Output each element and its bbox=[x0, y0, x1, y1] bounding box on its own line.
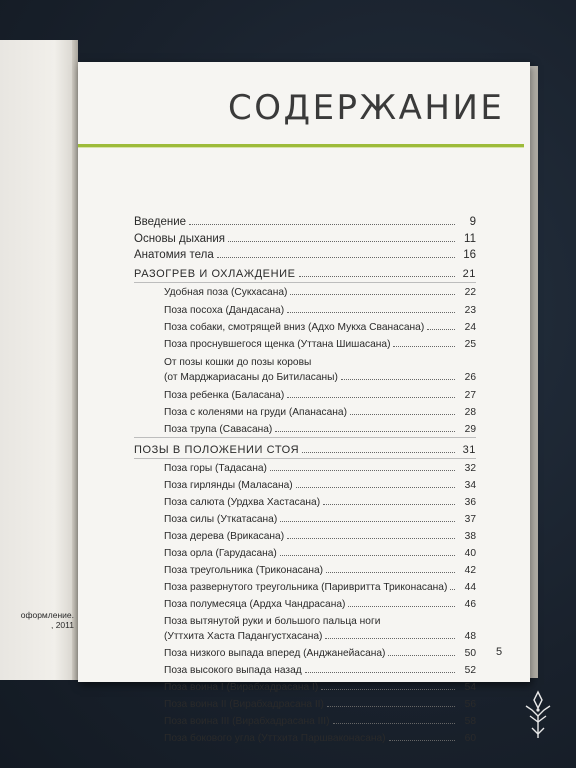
toc-entry[interactable] bbox=[164, 407, 476, 418]
page-title: СОДЕРЖАНИЕ bbox=[228, 88, 505, 128]
leader-dots bbox=[217, 256, 455, 258]
leader-dots bbox=[287, 396, 455, 398]
toc-entry-title: Поза высокого выпада назад bbox=[164, 665, 302, 676]
toc-entry-page: 24 bbox=[464, 322, 476, 333]
toc-entry-title: Поза силы (Уткатасана) bbox=[164, 514, 278, 525]
toc-entry-title-cont: (Уттхита Хаста Падангустхасана) bbox=[164, 631, 323, 642]
contents-page bbox=[78, 62, 530, 744]
toc-entry-line-1[interactable] bbox=[164, 616, 476, 627]
toc-entry-page: 9 bbox=[469, 216, 476, 228]
toc-entry[interactable] bbox=[164, 424, 476, 435]
toc-entry-page: 34 bbox=[464, 480, 476, 491]
page-edge bbox=[530, 66, 538, 678]
toc-entry-page: 52 bbox=[464, 665, 476, 676]
leader-dots bbox=[321, 688, 455, 690]
toc-entry-title: Основы дыхания bbox=[134, 233, 226, 245]
toc-entry[interactable] bbox=[164, 716, 476, 727]
toc-entry-title: Анатомия тела bbox=[134, 249, 214, 261]
toc-entry-page: 37 bbox=[464, 514, 476, 525]
toc-entry-title: Поза с коленями на груди (Апанасана) bbox=[164, 407, 347, 418]
leader-dots bbox=[323, 503, 455, 505]
toc-entry-page: 44 bbox=[464, 582, 476, 593]
toc-entry-page: 58 bbox=[464, 716, 476, 727]
toc-entry-title: Поза орла (Гарудасана) bbox=[164, 548, 277, 559]
toc-entry-page: 48 bbox=[464, 631, 476, 642]
toc-entry-page: 36 bbox=[464, 497, 476, 508]
toc-entry-title: Поза посоха (Дандасана) bbox=[164, 305, 285, 316]
leader-dots bbox=[450, 588, 455, 590]
toc-entry-title: Поза собаки, смотрящей вниз (Адхо Мукха Сванасана) bbox=[164, 322, 425, 333]
leader-dots bbox=[348, 605, 455, 607]
toc-entry-page: 28 bbox=[464, 407, 476, 418]
toc-entry-title: Поза низкого выпада вперед (Анджанейасана) bbox=[164, 648, 386, 659]
leader-dots bbox=[280, 554, 455, 556]
leader-dots bbox=[302, 451, 455, 453]
toc-entry-page: 27 bbox=[464, 390, 476, 401]
leader-dots bbox=[275, 430, 455, 432]
toc-entry[interactable] bbox=[164, 665, 476, 676]
toc-entry-title: Поза горы (Тадасана) bbox=[164, 463, 267, 474]
leader-dots bbox=[393, 345, 455, 347]
toc-entry[interactable] bbox=[164, 497, 476, 508]
leader-dots bbox=[287, 311, 455, 313]
toc-entry[interactable] bbox=[134, 249, 476, 261]
left-page bbox=[0, 40, 78, 680]
section-divider bbox=[134, 282, 476, 283]
leader-dots bbox=[388, 654, 455, 656]
toc-entry[interactable] bbox=[134, 216, 476, 228]
leader-dots bbox=[427, 328, 455, 330]
leader-dots bbox=[290, 293, 455, 295]
section-divider bbox=[134, 437, 476, 438]
toc-entry[interactable] bbox=[164, 305, 476, 316]
leader-dots bbox=[270, 469, 455, 471]
toc-section-page: 31 bbox=[462, 444, 476, 456]
toc-entry[interactable] bbox=[164, 631, 476, 642]
leader-dots bbox=[327, 705, 455, 707]
toc-entry[interactable] bbox=[164, 548, 476, 559]
toc-entry-page: 23 bbox=[464, 305, 476, 316]
toc-entry[interactable] bbox=[164, 514, 476, 525]
toc-entry-title: Поза трупа (Савасана) bbox=[164, 424, 273, 435]
toc-entry-title: Поза проснувшегося щенка (Уттана Шишасана) bbox=[164, 339, 391, 350]
toc-entry-page: 42 bbox=[464, 565, 476, 576]
left-page-line-2: , 2011 bbox=[50, 620, 74, 630]
toc-entry[interactable] bbox=[164, 480, 476, 491]
toc-entry[interactable] bbox=[164, 322, 476, 333]
toc-entry-title: Поза вытянутой руки и большого пальца ноги bbox=[164, 616, 381, 627]
toc-section-heading[interactable] bbox=[134, 268, 476, 280]
leader-dots bbox=[389, 739, 455, 741]
toc-entry-page: 11 bbox=[464, 233, 476, 245]
toc-entry-page: 54 bbox=[464, 682, 476, 693]
toc-entry[interactable] bbox=[164, 390, 476, 401]
lotus-emblem-icon bbox=[520, 690, 556, 742]
toc-entry-title: Поза треугольника (Триконасана) bbox=[164, 565, 324, 576]
leader-dots bbox=[325, 637, 455, 639]
toc-entry[interactable] bbox=[164, 733, 476, 744]
leader-dots bbox=[189, 223, 455, 225]
page-number: 5 bbox=[496, 646, 503, 658]
toc-entry-title: Поза полумесяца (Ардха Чандрасана) bbox=[164, 599, 346, 610]
toc-section-title: ПОЗЫ В ПОЛОЖЕНИИ СТОЯ bbox=[134, 444, 300, 456]
toc-section-heading[interactable] bbox=[134, 444, 476, 456]
toc-entry-title: Поза развернутого треугольника (Паривритта Триконасана) bbox=[164, 582, 448, 593]
leader-dots bbox=[228, 240, 455, 242]
toc-entry-title: Поза воина I (Вирабхадрасана I) bbox=[164, 682, 319, 693]
leader-dots bbox=[280, 520, 455, 522]
toc-entry[interactable] bbox=[164, 648, 476, 659]
section-divider bbox=[134, 458, 476, 459]
toc-entry[interactable] bbox=[164, 339, 476, 350]
toc-entry[interactable] bbox=[164, 565, 476, 576]
toc-entry[interactable] bbox=[164, 599, 476, 610]
toc-entry-page: 26 bbox=[464, 372, 476, 383]
toc-entry-title: Поза салюта (Урдхва Хастасана) bbox=[164, 497, 321, 508]
toc-entry-title: Поза бокового угла (Уттхита Паршваконасана) bbox=[164, 733, 386, 744]
toc-entry-page: 32 bbox=[464, 463, 476, 474]
leader-dots bbox=[299, 275, 455, 277]
toc-entry-title-cont: (от Марджариасаны до Битиласаны) bbox=[164, 372, 338, 383]
left-page-text bbox=[0, 610, 74, 630]
left-page-line-1: оформление. bbox=[20, 610, 74, 620]
leader-dots bbox=[333, 722, 455, 724]
toc-entry-page: 50 bbox=[464, 648, 476, 659]
toc-entry-page: 46 bbox=[464, 599, 476, 610]
toc-entry[interactable] bbox=[164, 699, 476, 710]
toc-entry[interactable] bbox=[164, 287, 476, 298]
toc-entry-title: Поза дерева (Врикасана) bbox=[164, 531, 285, 542]
toc-entry[interactable] bbox=[134, 233, 476, 245]
leader-dots bbox=[305, 671, 455, 673]
toc-entry[interactable] bbox=[164, 531, 476, 542]
toc-entry-title: Поза воина II (Вирабхадрасана II) bbox=[164, 699, 324, 710]
title-accent-rule-shadow bbox=[78, 147, 524, 148]
leader-dots bbox=[296, 486, 455, 488]
toc-section-page: 21 bbox=[462, 268, 476, 280]
toc-entry[interactable] bbox=[164, 372, 476, 383]
toc-entry[interactable] bbox=[164, 463, 476, 474]
leader-dots bbox=[350, 413, 455, 415]
toc-entry-page: 38 bbox=[464, 531, 476, 542]
leader-dots bbox=[326, 571, 455, 573]
toc-entry-title: Поза ребенка (Баласана) bbox=[164, 390, 285, 401]
toc-entry-page: 60 bbox=[464, 733, 476, 744]
leader-dots bbox=[341, 378, 455, 380]
toc-entry-line-1[interactable] bbox=[164, 357, 476, 368]
toc-entry-page: 40 bbox=[464, 548, 476, 559]
toc-entry-title: Поза гирлянды (Маласана) bbox=[164, 480, 293, 491]
toc-entry-title: Введение bbox=[134, 216, 187, 228]
leader-dots bbox=[287, 537, 455, 539]
toc-section-title: РАЗОГРЕВ И ОХЛАЖДЕНИЕ bbox=[134, 268, 296, 280]
toc-entry-title: От позы кошки до позы коровы bbox=[164, 357, 312, 368]
toc-entry-page: 29 bbox=[464, 424, 476, 435]
toc-entry-page: 22 bbox=[464, 287, 476, 298]
toc-entry-title: Поза воина III (Вирабхадрасана III) bbox=[164, 716, 330, 727]
toc-entry[interactable] bbox=[164, 582, 476, 593]
toc-entry-title: Удобная поза (Сукхасана) bbox=[164, 287, 288, 298]
toc-entry-page: 16 bbox=[463, 249, 476, 261]
toc-entry-page: 25 bbox=[464, 339, 476, 350]
toc-entry-page: 56 bbox=[464, 699, 476, 710]
toc-entry[interactable] bbox=[164, 682, 476, 693]
